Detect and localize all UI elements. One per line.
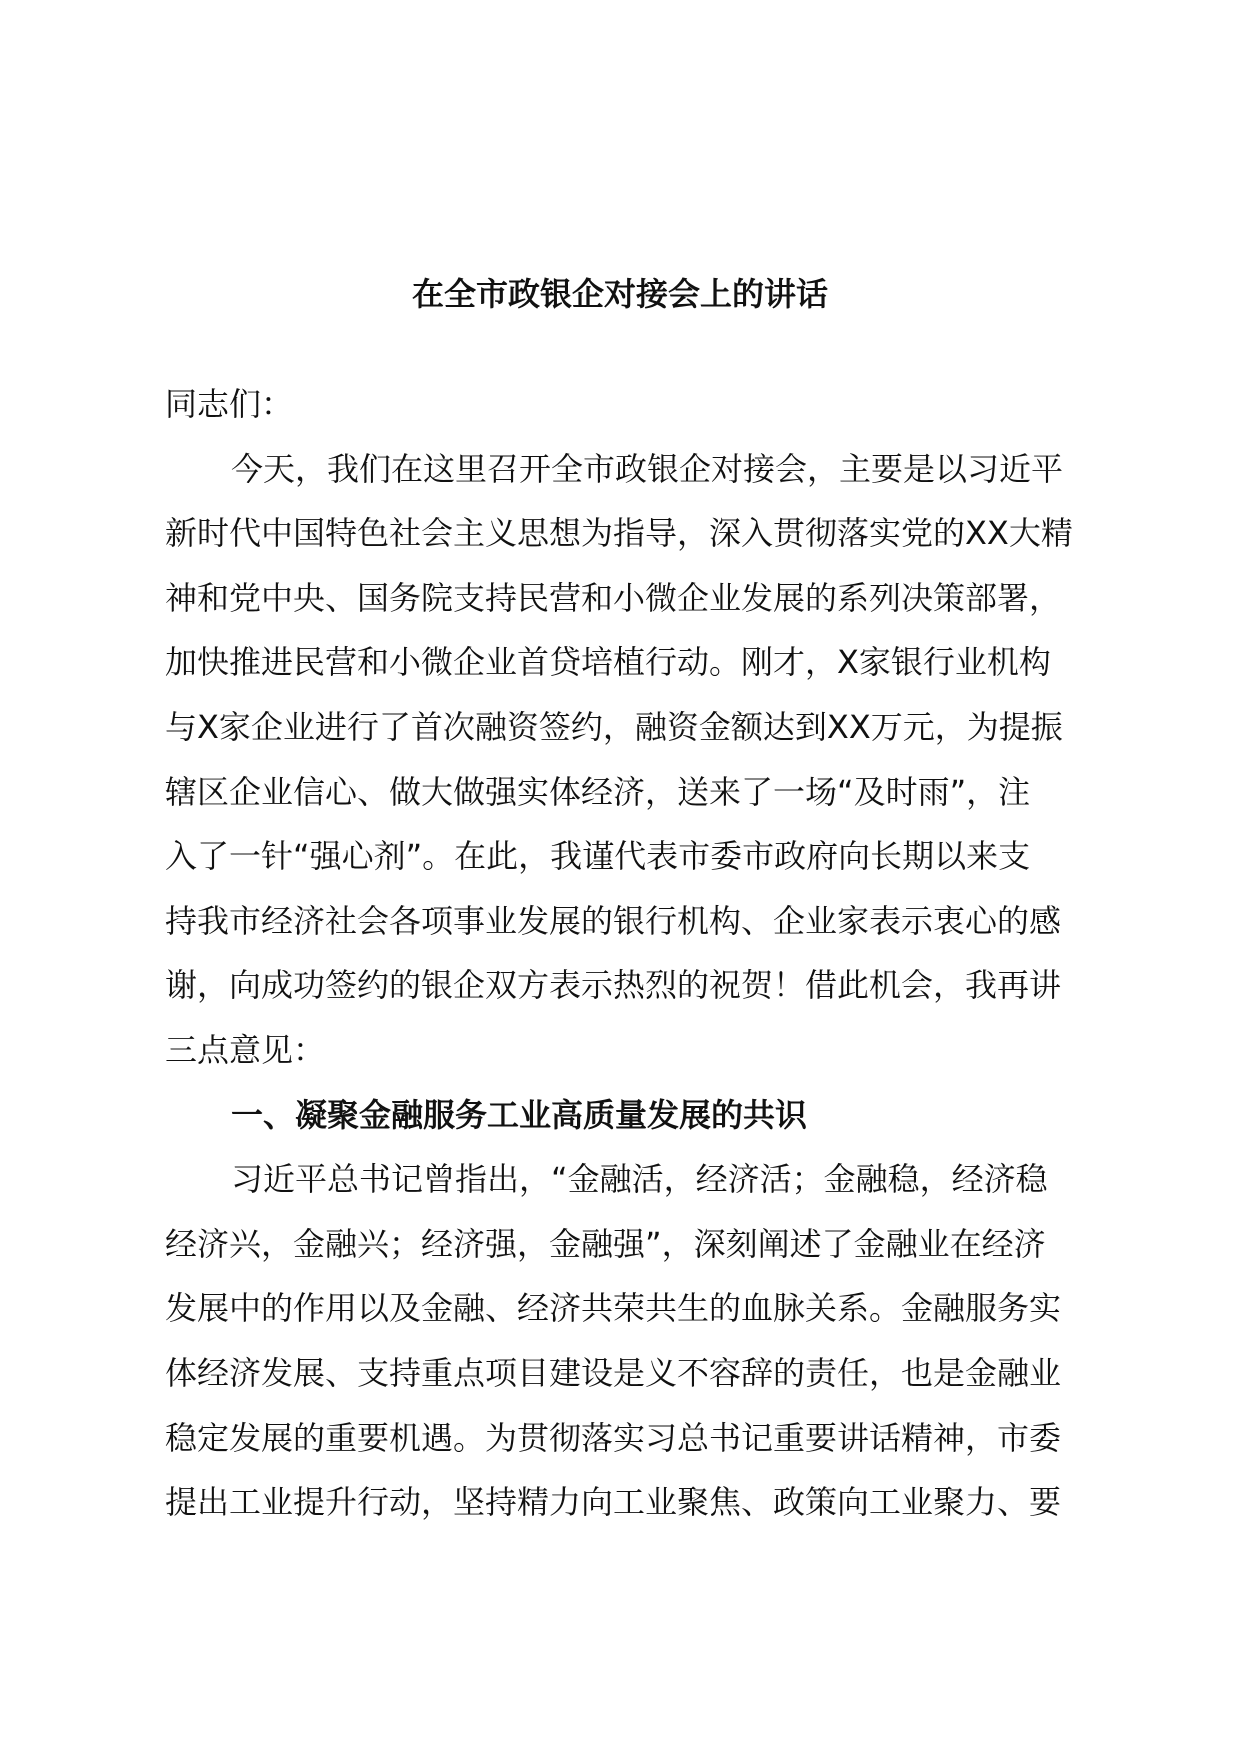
paragraph-line: 谢，向成功签约的银企双方表示热烈的祝贺！借此机会，我再讲 — [165, 966, 1062, 1005]
paragraph-line: 稳定发展的重要机遇。为贯彻落实习总书记重要讲话精神，市委 — [165, 1418, 1062, 1457]
paragraph-line: 持我市经济社会各项事业发展的银行机构、企业家表示衷心的感 — [165, 901, 1062, 940]
document-body — [165, 372, 1105, 1535]
paragraph-line: 习近平总书记曾指出，“金融活，经济活；金融稳，经济稳 — [231, 1160, 1048, 1199]
paragraph-line: 体经济发展、支持重点项目建设是义不容辞的责任，也是金融业 — [165, 1353, 1062, 1392]
paragraph-line: 神和党中央、国务院支持民营和小微企业发展的系列决策部署， — [165, 578, 1062, 617]
paragraph-line: 经济兴，金融兴；经济强，金融强”，深刻阐述了金融业在经济 — [165, 1224, 1046, 1263]
paragraph-line: 新时代中国特色社会主义思想为指导，深入贯彻落实党的XX大精 — [165, 514, 1073, 553]
section-heading: 一、凝聚金融服务工业高质量发展的共识 — [231, 1095, 808, 1134]
paragraph-line: 今天，我们在这里召开全市政银企对接会，主要是以习近平 — [231, 449, 1064, 488]
paragraph-line: 三点意见： — [165, 1030, 326, 1069]
salutation: 同志们： — [165, 385, 294, 423]
paragraph-line: 提出工业提升行动，坚持精力向工业聚焦、政策向工业聚力、要 — [165, 1483, 1062, 1522]
document-title: 在全市政银企对接会上的讲话 — [411, 275, 828, 313]
paragraph-line: 辖区企业信心、做大做强实体经济，送来了一场“及时雨”，注 — [165, 772, 1031, 811]
paragraph-line: 与X家企业进行了首次融资签约，融资金额达到XX万元，为提振 — [165, 707, 1063, 746]
paragraph-line: 入了一针“强心剂”。在此，我谨代表市委市政府向长期以来支 — [165, 837, 1031, 876]
paragraph-line: 发展中的作用以及金融、经济共荣共生的血脉关系。金融服务实 — [165, 1289, 1062, 1328]
paragraph-line: 加快推进民营和小微企业首贷培植行动。刚才，X家银行业机构 — [165, 643, 1051, 682]
